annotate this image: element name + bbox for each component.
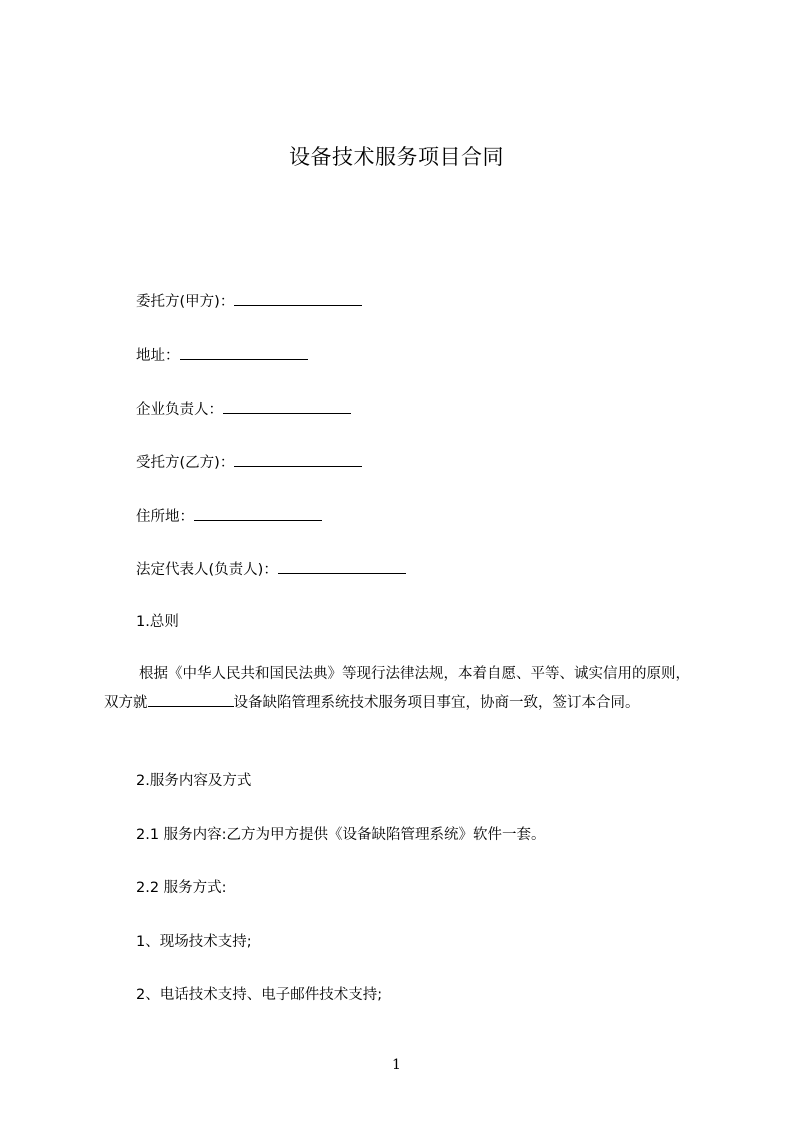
field-address <box>136 345 308 366</box>
section2-2-text: 2.2 服务方式: <box>136 880 227 896</box>
section1-text-before: 根据《中华人民共和国民法典》等现行法律法规，本着自愿、平等、诚实信用的原则，双方就 <box>104 666 690 711</box>
field-domicile <box>136 506 322 527</box>
section2-heading: 2.服务内容及方式 <box>136 773 252 789</box>
field-legal-rep <box>136 559 406 580</box>
field-contractor-label: 受托方(乙方)： <box>136 455 235 471</box>
field-enterprise-head-label: 企业负责人： <box>136 402 223 418</box>
section1-paragraph <box>104 660 704 718</box>
field-enterprise-head <box>136 399 351 420</box>
field-domicile-label: 住所地： <box>136 509 194 525</box>
field-legal-rep-blank[interactable] <box>278 559 406 574</box>
list-item-onsite-support: 1、现场技术支持; <box>136 934 252 950</box>
field-contractor-blank[interactable] <box>234 452 362 467</box>
field-domicile-blank[interactable] <box>194 506 322 521</box>
list-item-phone-email-support: 2、电话技术支持、电子邮件技术支持; <box>136 987 383 1003</box>
page-number: 1 <box>392 1057 401 1073</box>
field-address-blank[interactable] <box>180 345 308 360</box>
field-client-blank[interactable] <box>234 291 362 306</box>
field-client-label: 委托方(甲方)： <box>136 294 235 310</box>
section2-1-text: 2.1 服务内容:乙方为甲方提供《设备缺陷管理系统》软件一套。 <box>136 827 546 843</box>
document-title: 设备技术服务项目合同 <box>289 145 504 169</box>
field-legal-rep-label: 法定代表人(负责人)： <box>136 562 278 578</box>
field-enterprise-head-blank[interactable] <box>223 399 351 414</box>
section1-text-after: 设备缺陷管理系统技术服务项目事宜，协商一致，签订本合同。 <box>233 695 640 711</box>
field-address-label: 地址： <box>136 348 180 364</box>
section1-heading: 1.总则 <box>136 614 179 630</box>
field-client <box>136 291 362 312</box>
field-contractor <box>136 452 362 473</box>
project-name-blank[interactable] <box>148 692 234 707</box>
